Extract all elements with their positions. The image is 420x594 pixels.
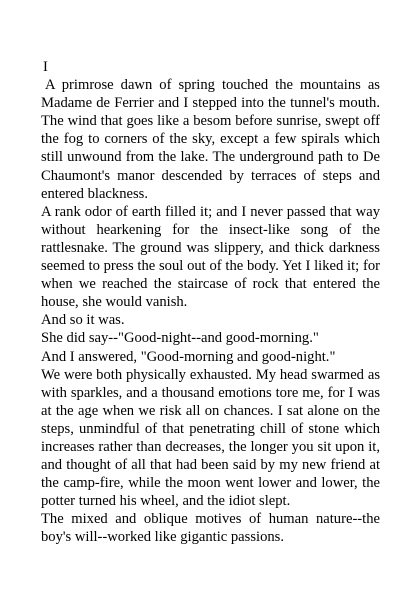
- document-page: [41, 58, 380, 547]
- paragraph-6: We were both physically exhausted. My head swarmed as with sparkles, and a thousand emotions tore me, for I was at the age when we risk all on chances. I sat alone on the steps, unmindful of that penetrating chill of stone which increases rather than decreases, the longer you sit upon it, and thought of all that had been said by my new friend at the camp-fire, while the moon went lower and lower, the potter turned his wheel, and the idiot slept.: [41, 366, 380, 510]
- paragraph-5: And I answered, "Good-morning and good-night.": [41, 348, 336, 365]
- paragraph-3: And so it was.: [41, 312, 125, 329]
- paragraph-7: The mixed and oblique motives of human nature--the boy's will--worked like gigantic passions.: [41, 511, 380, 546]
- paragraph-1: A primrose dawn of spring touched the mountains as Madame de Ferrier and I stepped into the tunnel's mouth. The wind that goes like a besom before sunrise, swept off the fog to corners of the sky, except a few spirals which still unwound from the lake. The underground path to De Chaumont's manor descended by terraces of steps and entered blackness.: [41, 77, 380, 202]
- paragraph-4: She did say--"Good-night--and good-morning.": [41, 330, 319, 347]
- paragraph-2: A rank odor of earth filled it; and I never passed that way without hearkening for the insect-like song of the rattlesnake. The ground was slippery, and thick darkness seemed to press the soul out of the body. Yet I liked it; for when we reached the staircase of rock that entered the house, she would vanish.: [41, 203, 380, 311]
- chapter-heading: I: [43, 59, 48, 75]
